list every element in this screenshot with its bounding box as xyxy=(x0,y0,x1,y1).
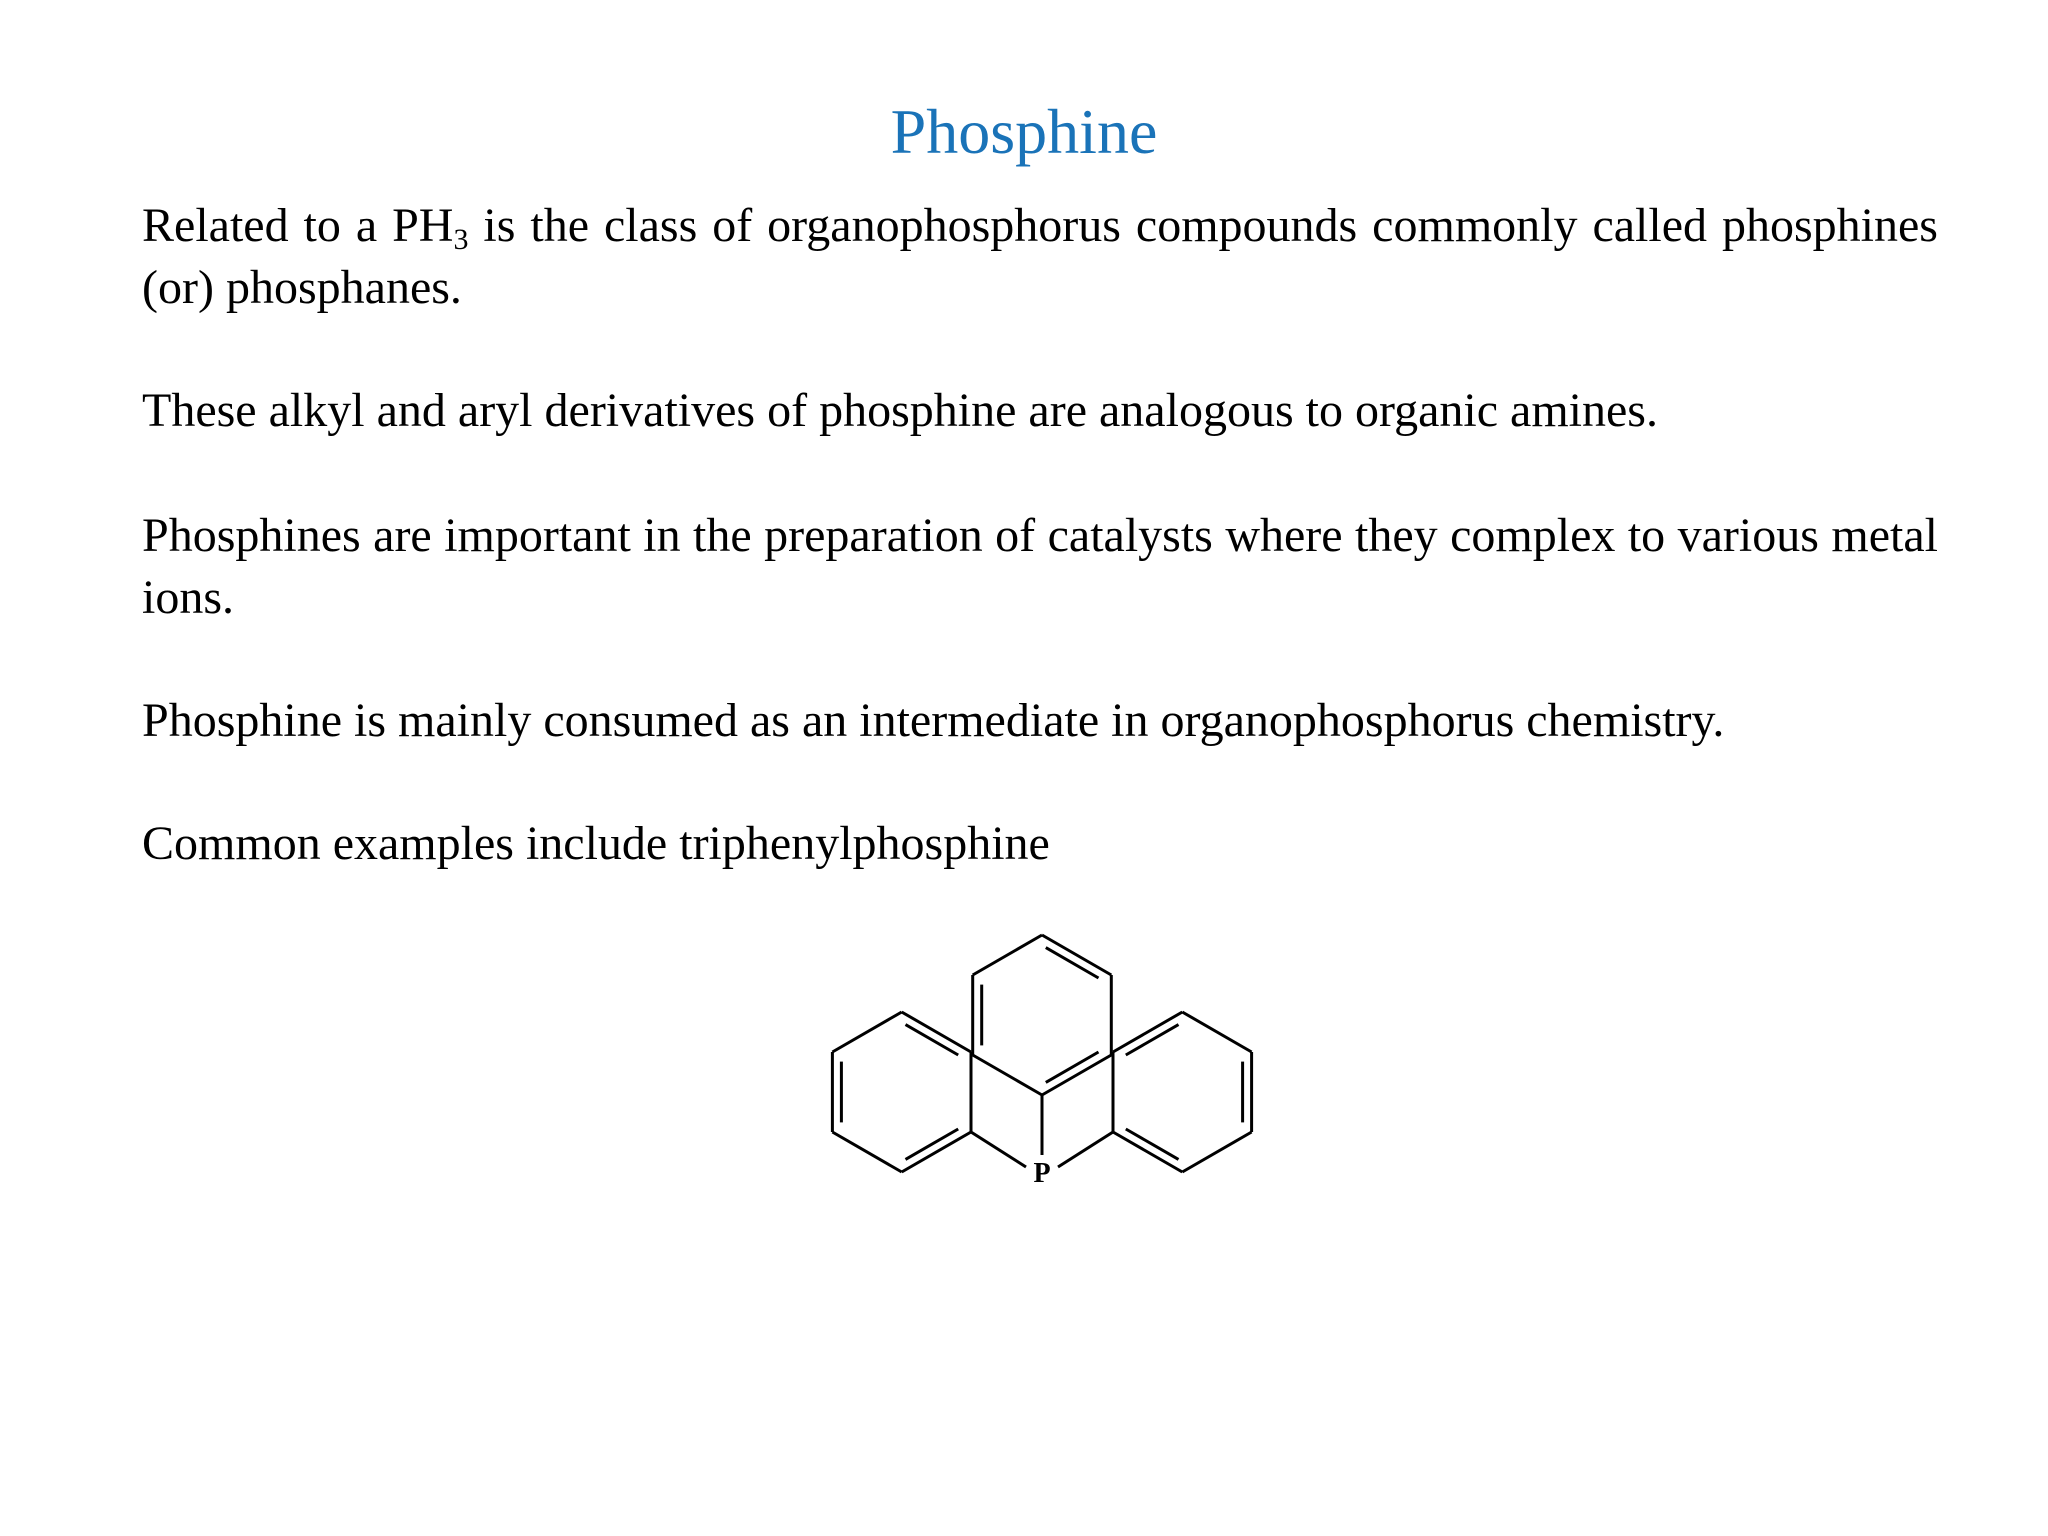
paragraph-examples: Common examples include triphenylphosphine xyxy=(142,817,1050,870)
paragraph-phosphines-definition xyxy=(142,195,1938,319)
paragraph-intermediate: Phosphine is mainly consumed as an intermediate in organophosphorus chemistry. xyxy=(142,694,1725,747)
left-ring-bond xyxy=(832,1012,901,1052)
top-ring-bond xyxy=(1042,1055,1111,1095)
top-ring-bond xyxy=(973,935,1042,975)
top-ring-bond xyxy=(973,1055,1042,1095)
slide-title: Phosphine xyxy=(890,96,1158,167)
bond-lines xyxy=(832,935,1251,1172)
right-ring-bond xyxy=(1182,1132,1251,1172)
p-c-bond-left xyxy=(971,1132,1026,1167)
subscript-3: 3 xyxy=(453,223,469,256)
structure-svg xyxy=(820,925,1260,1345)
paragraph-catalysts: Phosphines are important in the preparation of catalysts where they complex to various metal ions. xyxy=(142,509,1938,624)
right-ring-bond xyxy=(1182,1012,1251,1052)
triphenylphosphine-structure xyxy=(820,925,1260,1345)
paragraph-text: is the class of organophosphorus compounds commonly called phosphines (or) phosphanes. xyxy=(142,199,1938,314)
paragraph-derivatives: These alkyl and aryl derivatives of phosphine are analogous to organic amines. xyxy=(142,384,1658,437)
phosphorus-atom-label: P xyxy=(1033,1158,1051,1189)
left-ring-bond xyxy=(902,1012,971,1052)
right-ring-bond xyxy=(1113,1012,1182,1052)
left-ring-bond xyxy=(902,1132,971,1172)
p-c-bond-right xyxy=(1058,1132,1113,1167)
right-ring-bond xyxy=(1113,1132,1182,1172)
paragraph-text: Related to a PH xyxy=(142,199,454,252)
top-ring-bond xyxy=(1042,935,1111,975)
left-ring-bond xyxy=(832,1132,901,1172)
